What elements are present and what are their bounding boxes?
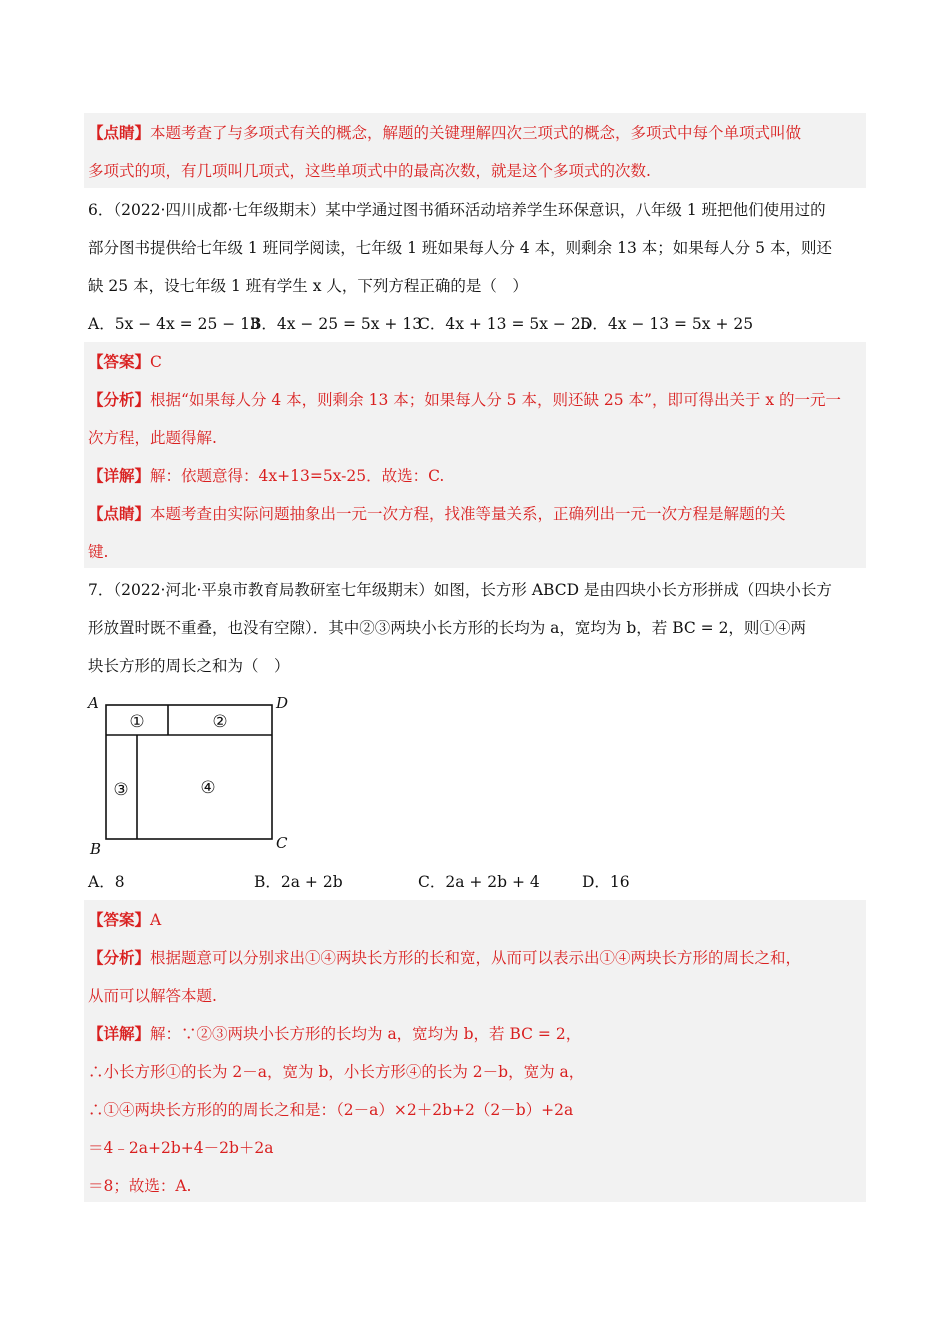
q6-stem-line2: 部分图书提供给七年级 1 班同学阅读，七年级 1 班如果每人分 4 本，则剩余 13 本；如果每人分 5 本，则还 — [88, 239, 832, 257]
region-label-1: ① — [129, 712, 145, 732]
q7-option-c: C．2a + 2b + 4 — [418, 873, 540, 891]
q7-detail-line5: ＝8；故选：A. — [88, 1177, 192, 1195]
q6-point-line1: 【点睛】本题考查由实际问题抽象出一元一次方程，找准等量关系，正确列出一元一次方程是解题的关 — [88, 504, 786, 523]
corner-label-d: D — [276, 694, 289, 712]
q6-option-a: A．5x − 4x = 25 − 13 — [88, 315, 260, 333]
q6-option-d: D．4x − 13 = 5x + 25 — [580, 315, 754, 333]
dianjing-q5-line1: 【点睛】本题考查了与多项式有关的概念，解题的关键理解四次三项式的概念，多项式中每个单项式叫做 — [88, 123, 802, 142]
q7-stem-line1: 7．（2022·河北·平泉市教育局教研室七年级期末）如图，长方形 ABCD 是由四块小长方形拼成（四块小长方 — [88, 581, 832, 599]
q6-detail: 【详解】解：依题意得：4x+13=5x-25．故选：C. — [88, 466, 445, 485]
q7-analysis-line2: 从而可以解答本题. — [88, 987, 217, 1005]
q6-stem-line3: 缺 25 本，设七年级 1 班有学生 x 人，下列方程正确的是（ ） — [88, 277, 528, 295]
q6-analysis-line2: 次方程，此题得解. — [88, 429, 217, 447]
q6-option-c: C．4x + 13 = 5x − 25 — [418, 315, 591, 333]
q7-answer: 【答案】A — [88, 910, 162, 929]
q7-analysis-line1: 【分析】根据题意可以分别求出①④两块长方形的长和宽，从而可以表示出①④两块长方形的周长之和， — [88, 948, 802, 967]
corner-label-b: B — [90, 840, 102, 858]
q6-point-line2: 键. — [88, 543, 109, 561]
q7-stem-line3: 块长方形的周长之和为（ ） — [88, 657, 290, 675]
region-label-4: ④ — [200, 778, 216, 798]
q7-detail-line4: ＝4﹣2a+2b+4－2b＋2a — [88, 1139, 274, 1157]
region-label-2: ② — [212, 712, 228, 732]
q7-detail-line3: ∴①④两块长方形的的周长之和是：（2－a）×2＋2b+2（2－b）+2a — [88, 1101, 574, 1119]
q7-option-a: A．8 — [88, 873, 125, 891]
dianjing-q5-line2: 多项式的项，有几项叫几项式，这些单项式中的最高次数，就是这个多项式的次数. — [88, 162, 651, 180]
q6-stem-line1: 6．（2022·四川成都·七年级期末）某中学通过图书循环活动培养学生环保意识，八年级 1 班把他们使用过的 — [88, 201, 826, 219]
q6-solution-block — [84, 342, 866, 568]
q7-option-d: D．16 — [582, 873, 630, 891]
region-label-3: ③ — [113, 780, 129, 800]
q6-analysis-line1: 【分析】根据“如果每人分 4 本，则剩余 13 本；如果每人分 5 本，则还缺 25 本”，即可得出关于 x 的一元一 — [88, 390, 842, 409]
corner-label-a: A — [88, 694, 99, 712]
q6-option-b: B．4x − 25 = 5x + 13 — [250, 315, 423, 333]
q7-detail-line1: 【详解】解：∵②③两块小长方形的长均为 a，宽均为 b，若 BC = 2， — [88, 1024, 582, 1043]
q7-option-b: B．2a + 2b — [254, 873, 343, 891]
corner-label-c: C — [276, 834, 288, 852]
q7-stem-line2: 形放置时既不重叠，也没有空隙）．其中②③两块小长方形的长均为 a，宽均为 b，若 BC = 2，则①④两 — [88, 619, 806, 637]
q6-answer: 【答案】C — [88, 352, 162, 371]
q7-detail-line2: ∴小长方形①的长为 2－a，宽为 b，小长方形④的长为 2－b，宽为 a， — [88, 1063, 585, 1081]
q7-rectangle-figure — [84, 690, 304, 860]
